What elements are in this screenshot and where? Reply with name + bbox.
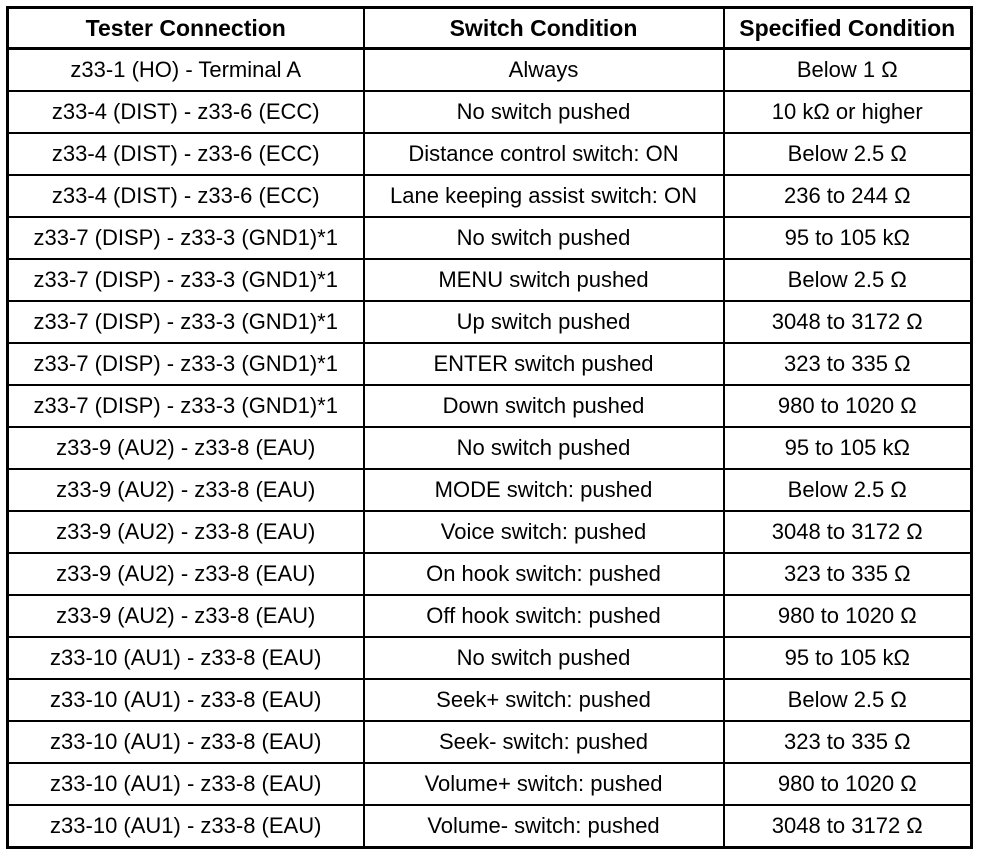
tester-connection-cell: z33-10 (AU1) - z33-8 (EAU) xyxy=(8,763,364,805)
specified-condition-cell: 95 to 105 kΩ xyxy=(724,637,972,679)
switch-condition-cell: MENU switch pushed xyxy=(364,259,724,301)
switch-condition-cell: Seek+ switch: pushed xyxy=(364,679,724,721)
specified-condition-cell: Below 2.5 Ω xyxy=(724,679,972,721)
specified-condition-cell: 236 to 244 Ω xyxy=(724,175,972,217)
tester-connection-cell: z33-10 (AU1) - z33-8 (EAU) xyxy=(8,805,364,848)
specified-condition-cell: 95 to 105 kΩ xyxy=(724,217,972,259)
tester-connection-cell: z33-4 (DIST) - z33-6 (ECC) xyxy=(8,175,364,217)
switch-condition-cell: Always xyxy=(364,49,724,92)
specified-condition-cell: 3048 to 3172 Ω xyxy=(724,805,972,848)
tester-connection-cell: z33-10 (AU1) - z33-8 (EAU) xyxy=(8,679,364,721)
table-row xyxy=(8,595,972,637)
table-row xyxy=(8,385,972,427)
table-row xyxy=(8,133,972,175)
switch-condition-cell: Down switch pushed xyxy=(364,385,724,427)
switch-condition-cell: ENTER switch pushed xyxy=(364,343,724,385)
tester-connection-cell: z33-4 (DIST) - z33-6 (ECC) xyxy=(8,91,364,133)
table-row xyxy=(8,49,972,92)
tester-connection-cell: z33-7 (DISP) - z33-3 (GND1)*1 xyxy=(8,259,364,301)
tester-connection-cell: z33-9 (AU2) - z33-8 (EAU) xyxy=(8,427,364,469)
switch-condition-cell: No switch pushed xyxy=(364,91,724,133)
tester-connection-cell: z33-1 (HO) - Terminal A xyxy=(8,49,364,92)
specified-condition-cell: Below 1 Ω xyxy=(724,49,972,92)
switch-condition-cell: Off hook switch: pushed xyxy=(364,595,724,637)
specified-condition-cell: 3048 to 3172 Ω xyxy=(724,511,972,553)
tester-connection-cell: z33-10 (AU1) - z33-8 (EAU) xyxy=(8,637,364,679)
header-tester-connection: Tester Connection xyxy=(8,8,364,49)
table-row xyxy=(8,763,972,805)
table-row xyxy=(8,469,972,511)
switch-condition-cell: Seek- switch: pushed xyxy=(364,721,724,763)
switch-condition-cell: Lane keeping assist switch: ON xyxy=(364,175,724,217)
tester-connection-cell: z33-9 (AU2) - z33-8 (EAU) xyxy=(8,469,364,511)
specified-condition-cell: Below 2.5 Ω xyxy=(724,259,972,301)
tester-connection-cell: z33-7 (DISP) - z33-3 (GND1)*1 xyxy=(8,343,364,385)
specified-condition-cell: 980 to 1020 Ω xyxy=(724,763,972,805)
table-row xyxy=(8,427,972,469)
table-row xyxy=(8,637,972,679)
switch-condition-cell: No switch pushed xyxy=(364,217,724,259)
table-row xyxy=(8,301,972,343)
switch-condition-cell: Volume- switch: pushed xyxy=(364,805,724,848)
specified-condition-cell: Below 2.5 Ω xyxy=(724,133,972,175)
specified-condition-cell: 980 to 1020 Ω xyxy=(724,595,972,637)
specified-condition-cell: 323 to 335 Ω xyxy=(724,721,972,763)
table-body xyxy=(8,49,972,848)
specified-condition-cell: 95 to 105 kΩ xyxy=(724,427,972,469)
table-row xyxy=(8,553,972,595)
tester-connection-cell: z33-7 (DISP) - z33-3 (GND1)*1 xyxy=(8,385,364,427)
specified-condition-cell: 323 to 335 Ω xyxy=(724,553,972,595)
table-row xyxy=(8,343,972,385)
specified-condition-cell: 3048 to 3172 Ω xyxy=(724,301,972,343)
tester-connection-cell: z33-7 (DISP) - z33-3 (GND1)*1 xyxy=(8,217,364,259)
specified-condition-cell: 323 to 335 Ω xyxy=(724,343,972,385)
table-row xyxy=(8,175,972,217)
specified-condition-cell: 980 to 1020 Ω xyxy=(724,385,972,427)
switch-condition-cell: Up switch pushed xyxy=(364,301,724,343)
table-row xyxy=(8,91,972,133)
header-row xyxy=(8,8,972,49)
specified-condition-cell: Below 2.5 Ω xyxy=(724,469,972,511)
table-row xyxy=(8,679,972,721)
table-row xyxy=(8,259,972,301)
switch-condition-cell: Volume+ switch: pushed xyxy=(364,763,724,805)
tester-connection-cell: z33-4 (DIST) - z33-6 (ECC) xyxy=(8,133,364,175)
switch-condition-cell: Distance control switch: ON xyxy=(364,133,724,175)
tester-connection-cell: z33-9 (AU2) - z33-8 (EAU) xyxy=(8,511,364,553)
switch-condition-cell: MODE switch: pushed xyxy=(364,469,724,511)
tester-connection-cell: z33-7 (DISP) - z33-3 (GND1)*1 xyxy=(8,301,364,343)
header-specified-condition: Specified Condition xyxy=(724,8,972,49)
switch-condition-cell: On hook switch: pushed xyxy=(364,553,724,595)
table-row xyxy=(8,511,972,553)
switch-condition-cell: Voice switch: pushed xyxy=(364,511,724,553)
tester-connection-cell: z33-9 (AU2) - z33-8 (EAU) xyxy=(8,553,364,595)
table-row xyxy=(8,721,972,763)
table-header xyxy=(8,8,972,49)
tester-connection-cell: z33-10 (AU1) - z33-8 (EAU) xyxy=(8,721,364,763)
switch-condition-cell: No switch pushed xyxy=(364,637,724,679)
resistance-spec-table xyxy=(6,6,973,849)
header-switch-condition: Switch Condition xyxy=(364,8,724,49)
specified-condition-cell: 10 kΩ or higher xyxy=(724,91,972,133)
table-row xyxy=(8,805,972,848)
table-row xyxy=(8,217,972,259)
tester-connection-cell: z33-9 (AU2) - z33-8 (EAU) xyxy=(8,595,364,637)
switch-condition-cell: No switch pushed xyxy=(364,427,724,469)
